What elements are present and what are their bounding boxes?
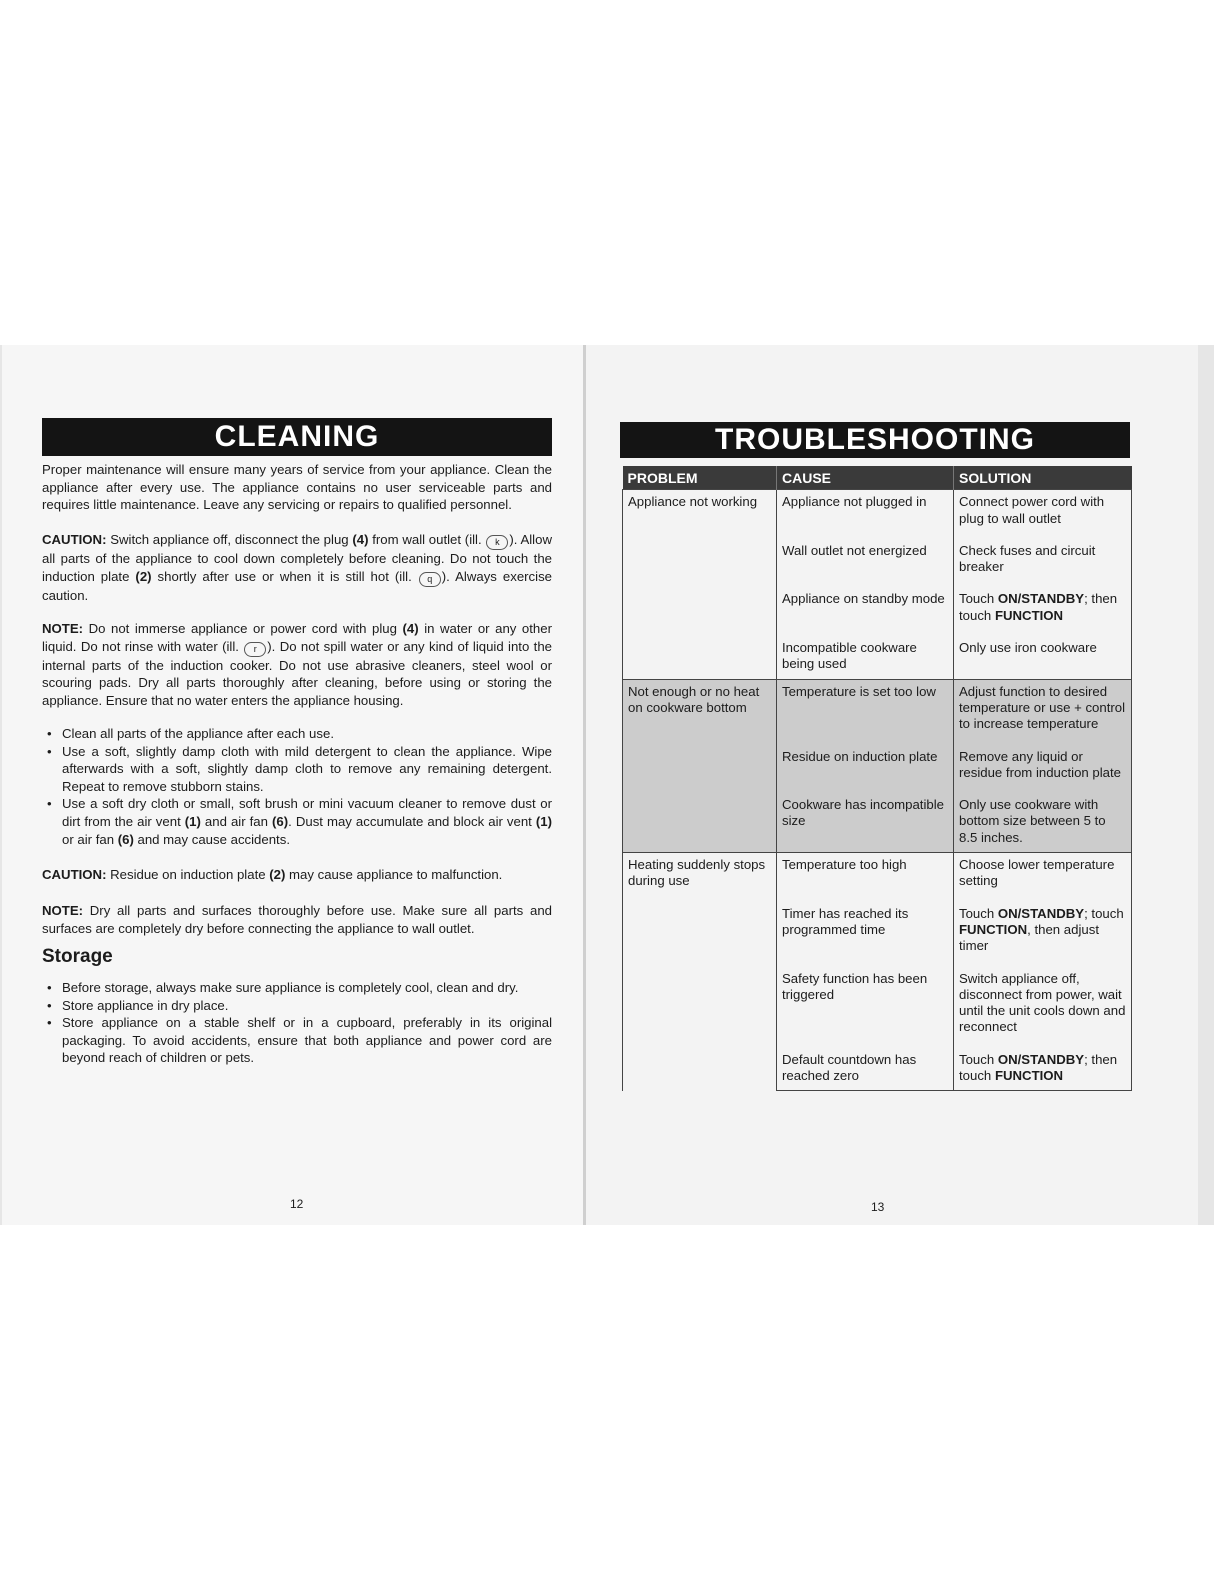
text-span: ; then touch	[959, 591, 1118, 623]
note-label: NOTE:	[42, 903, 84, 918]
text-span: ). Allow all parts of the appliance to cool down completely before cleaning. Do not touch the induction plate	[42, 532, 552, 584]
text-span: ; then touch	[959, 1051, 1118, 1084]
part-ref: (1)	[184, 813, 201, 829]
cause-cell: Incompatible cookware being used	[777, 630, 954, 679]
note-label: NOTE:	[42, 621, 84, 636]
solution-cell: Only use cookware with bottom size between 5 to 8.5 inches.	[954, 787, 1132, 852]
text-span: ). Always exercise caution.	[42, 568, 552, 603]
caution-paragraph	[42, 531, 552, 604]
manual-spread	[0, 345, 1214, 1225]
solution-cell: Adjust function to desired temperature or use + control to increase temperature	[954, 679, 1132, 738]
text-span: ). Do not spill water or any kind of liquid into the internal parts of the induction cooker. Do not use abrasive cleaners, steel wool or scouring pads. Dry all parts thoroughly after cleaning, before using or storing the appliance. Ensure that no water enters the appliance housing.	[42, 638, 552, 708]
text-span: ; touch	[1084, 905, 1124, 921]
caution-paragraph-2	[42, 866, 552, 884]
text-span: in water or any other liquid. Do not rinse with water (ill.	[42, 621, 552, 654]
solution-cell	[954, 896, 1132, 961]
cause-cell: Residue on induction plate	[777, 739, 954, 788]
text-span: and air fan	[200, 813, 273, 829]
cleaning-bullets	[42, 725, 552, 848]
control-name: ON/STANDBY	[997, 905, 1085, 921]
part-ref: (4)	[402, 621, 419, 636]
text-span: Dry all parts and surfaces thoroughly before use. Make sure all parts and surfaces are completely dry before connecting the appliance to wall outlet.	[42, 903, 552, 936]
cause-cell: Cookware has incompatible size	[777, 787, 954, 852]
note-paragraph-2	[42, 902, 552, 937]
text-span: . Dust may accumulate and block air vent	[288, 813, 536, 829]
troubleshooting-title: TROUBLESHOOTING	[620, 422, 1130, 458]
page-cleaning	[2, 345, 584, 1225]
list-item: • Store appliance on a stable shelf or in a cupboard, preferably in its original packaging. To avoid accidents, ensure that both appliance and power cord are beyond reach of children or pets.	[42, 1014, 552, 1067]
solution-cell: Connect power cord with plug to wall outlet	[954, 490, 1132, 533]
note-paragraph	[42, 620, 552, 709]
header-solution: SOLUTION	[954, 466, 1132, 490]
problem-cell: Not enough or no heat on cookware bottom	[623, 679, 777, 852]
table-row	[623, 490, 1132, 533]
list-item: • Clean all parts of the appliance after each use.	[42, 725, 552, 743]
part-ref: (2)	[269, 867, 286, 882]
storage-heading: Storage	[42, 946, 113, 967]
text-span: Touch	[959, 591, 998, 607]
page-number: 12	[290, 1197, 304, 1211]
troubleshooting-table	[622, 466, 1132, 1091]
control-name: ON/STANDBY	[997, 1051, 1085, 1067]
solution-cell: Only use iron cookware	[954, 630, 1132, 679]
list-item	[42, 795, 552, 848]
list-item: • Store appliance in dry place.	[42, 997, 552, 1015]
part-ref: (1)	[535, 813, 553, 829]
text-span: , then adjust timer	[959, 921, 1099, 954]
text-span: Use a soft dry cloth or small, soft brush or mini vacuum cleaner to remove dust or dirt from the air vent	[62, 796, 552, 829]
control-name: ON/STANDBY	[997, 591, 1085, 607]
part-ref: (6)	[272, 813, 289, 829]
text-span: and may cause accidents.	[133, 831, 290, 847]
list-item: • Use a soft, slightly damp cloth with mild detergent to clean the appliance. Wipe afterwards with a soft, slightly damp cloth to remove any remaining detergent. Repeat to remove stubborn stains.	[42, 743, 552, 796]
part-ref: (4)	[352, 532, 369, 547]
control-name: FUNCTION	[994, 607, 1064, 623]
text-span: from wall outlet (ill.	[368, 532, 486, 547]
storage-bullets	[42, 979, 552, 1067]
cause-cell: Temperature too high	[777, 853, 954, 896]
cause-cell: Appliance not plugged in	[777, 490, 954, 533]
table-row	[623, 679, 1132, 738]
text-span: Residue on induction plate	[106, 867, 270, 882]
cause-cell: Safety function has been triggered	[777, 961, 954, 1042]
caution-label: CAUTION:	[42, 532, 107, 547]
illustration-ref-icon: q	[419, 572, 441, 587]
page-troubleshooting	[586, 345, 1198, 1225]
caution-label: CAUTION:	[42, 867, 107, 882]
page-number: 13	[871, 1200, 885, 1214]
control-name: FUNCTION	[959, 921, 1028, 937]
cause-cell: Temperature is set too low	[777, 679, 954, 738]
problem-cell: Appliance not working	[623, 490, 777, 679]
control-name: FUNCTION	[994, 1068, 1064, 1084]
solution-cell: Remove any liquid or residue from induction plate	[954, 739, 1132, 788]
part-ref: (6)	[117, 831, 134, 847]
text-span: Do not immerse appliance or power cord with plug	[83, 621, 403, 636]
illustration-ref-icon: r	[244, 642, 266, 657]
solution-cell	[954, 1042, 1132, 1091]
solution-cell: Choose lower temperature setting	[954, 853, 1132, 896]
text-span: Touch	[959, 1051, 998, 1067]
header-problem: PROBLEM	[623, 466, 777, 490]
cause-cell: Appliance on standby mode	[777, 581, 954, 630]
text-span: Touch	[959, 905, 998, 921]
solution-cell: Check fuses and circuit breaker	[954, 533, 1132, 582]
intro-paragraph: Proper maintenance will ensure many years of service from your appliance. Clean the appliance after every use. The appliance contains no user serviceable parts and requires little maintenance. Leave any servicing or repairs to qualified personnel.	[42, 462, 552, 513]
text-span: shortly after use or when it is still hot (ill.	[151, 568, 418, 584]
header-cause: CAUSE	[777, 466, 954, 490]
table-row	[623, 853, 1132, 896]
part-ref: (2)	[135, 568, 152, 584]
solution-cell: Switch appliance off, disconnect from power, wait until the unit cools down and reconnect	[954, 961, 1132, 1042]
text-span: or air fan	[62, 831, 118, 847]
cause-cell: Timer has reached its programmed time	[777, 896, 954, 961]
list-item: • Before storage, always make sure appliance is completely cool, clean and dry.	[42, 979, 552, 997]
table-header-row	[623, 466, 1132, 490]
text-span: Switch appliance off, disconnect the plug	[106, 532, 353, 547]
illustration-ref-icon: k	[486, 535, 508, 550]
cleaning-title: CLEANING	[42, 418, 552, 456]
problem-cell: Heating suddenly stops during use	[623, 853, 777, 1091]
cause-cell: Wall outlet not energized	[777, 533, 954, 582]
cause-cell: Default countdown has reached zero	[777, 1042, 954, 1091]
text-span: may cause appliance to malfunction.	[285, 867, 503, 882]
solution-cell	[954, 581, 1132, 630]
